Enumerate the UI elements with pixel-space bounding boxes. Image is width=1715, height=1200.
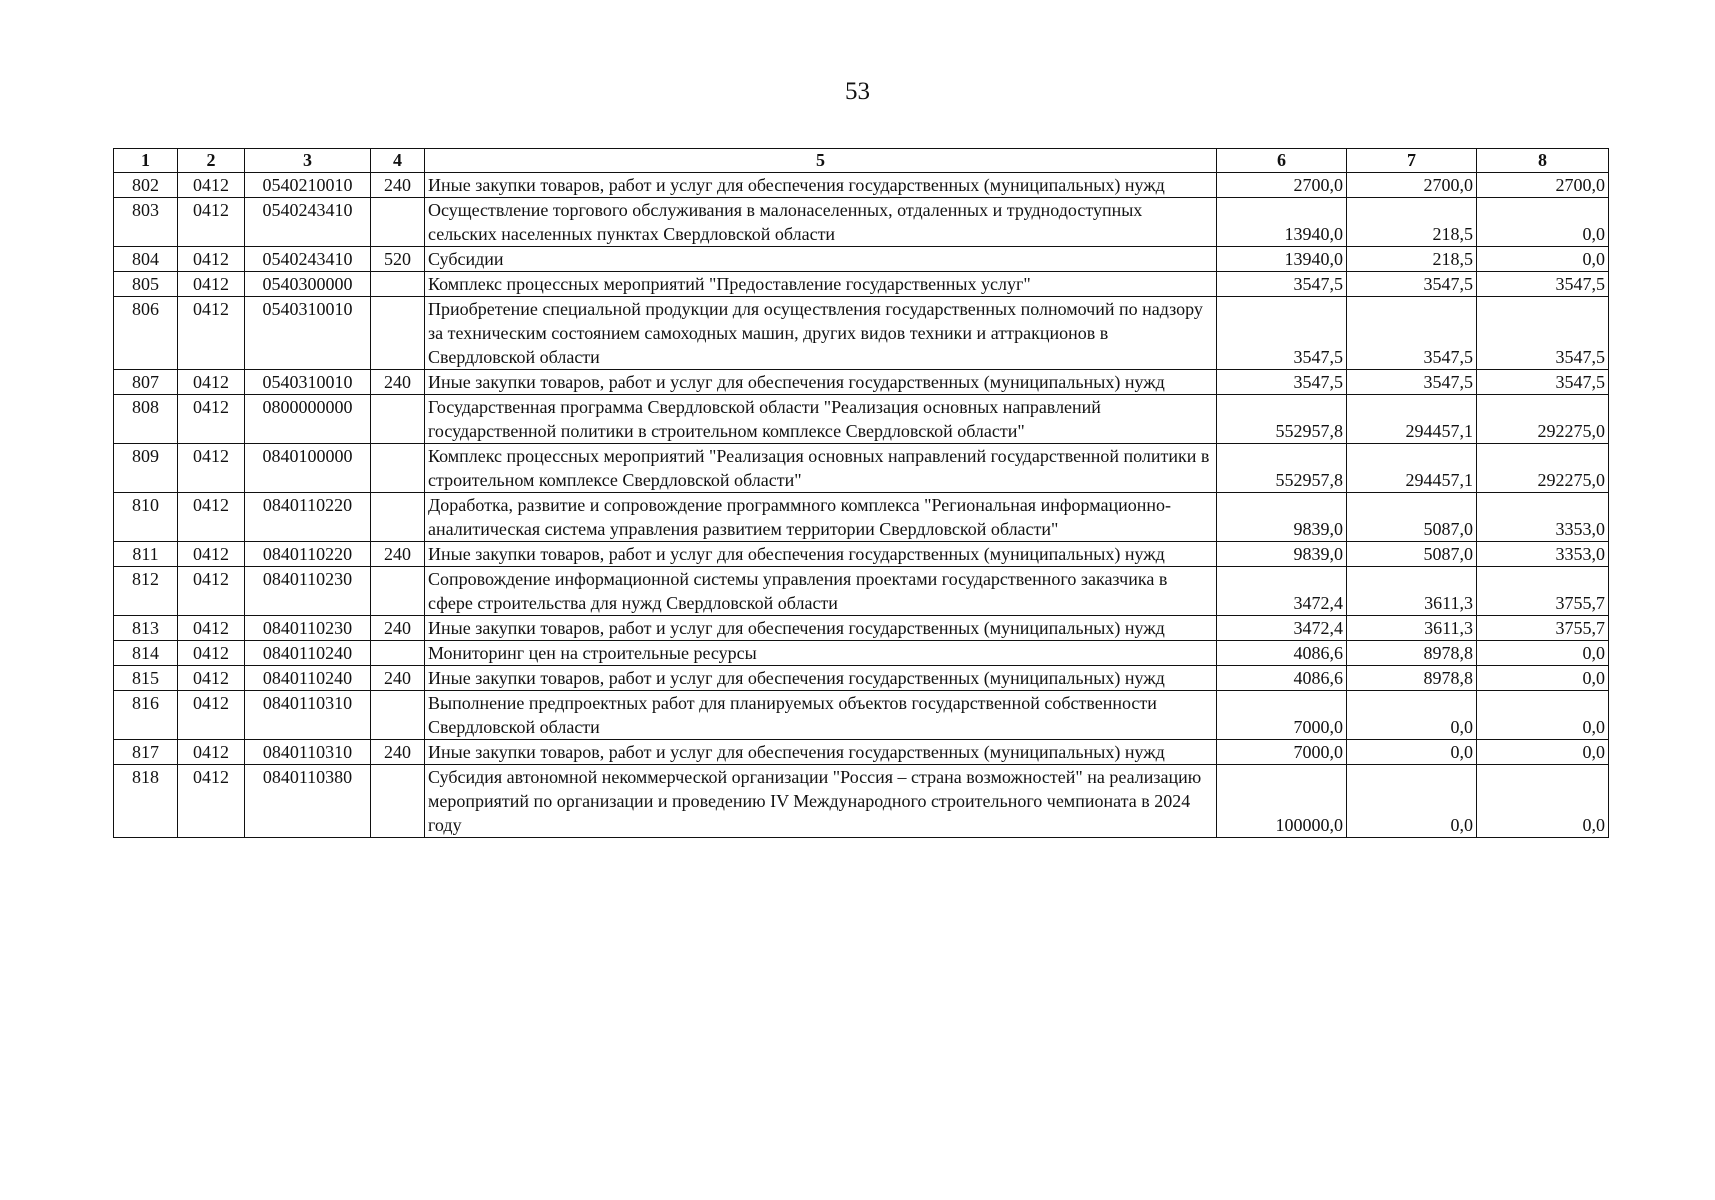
header-col-7: 7 (1347, 149, 1477, 173)
header-col-1: 1 (114, 149, 178, 173)
header-col-8: 8 (1477, 149, 1609, 173)
table-row (114, 444, 1609, 493)
table-row (114, 641, 1609, 666)
section-code-cell: 0412 (178, 297, 245, 370)
amount-year-3-cell: 3755,7 (1477, 616, 1609, 641)
expense-type-cell (371, 691, 425, 740)
section-code-cell: 0412 (178, 272, 245, 297)
expense-type-cell (371, 395, 425, 444)
amount-year-3-cell: 0,0 (1477, 765, 1609, 838)
table-row (114, 297, 1609, 370)
expense-type-cell (371, 493, 425, 542)
amount-year-1-cell: 9839,0 (1217, 542, 1347, 567)
table-row (114, 740, 1609, 765)
target-article-cell: 0840110380 (245, 765, 371, 838)
amount-year-2-cell: 5087,0 (1347, 542, 1477, 567)
description-cell: Приобретение специальной продукции для осуществления государственных полномочий по надзору за техническим состоянием самоходных машин, других видов техники и аттракционов в Свердловской области (425, 297, 1217, 370)
target-article-cell: 0840110230 (245, 616, 371, 641)
amount-year-1-cell: 552957,8 (1217, 444, 1347, 493)
amount-year-2-cell: 0,0 (1347, 691, 1477, 740)
section-code-cell: 0412 (178, 616, 245, 641)
amount-year-3-cell: 0,0 (1477, 666, 1609, 691)
section-code-cell: 0412 (178, 666, 245, 691)
row-number-cell: 810 (114, 493, 178, 542)
target-article-cell: 0800000000 (245, 395, 371, 444)
row-number-cell: 806 (114, 297, 178, 370)
section-code-cell: 0412 (178, 173, 245, 198)
section-code-cell: 0412 (178, 370, 245, 395)
amount-year-3-cell: 0,0 (1477, 740, 1609, 765)
description-cell: Иные закупки товаров, работ и услуг для обеспечения государственных (муниципальных) нужд (425, 616, 1217, 641)
section-code-cell: 0412 (178, 247, 245, 272)
description-cell: Субсидия автономной некоммерческой организации "Россия – страна возможностей" на реализацию мероприятий по организации и проведению IV Международного строительного чемпионата в 2024 году (425, 765, 1217, 838)
section-code-cell: 0412 (178, 567, 245, 616)
target-article-cell: 0540300000 (245, 272, 371, 297)
target-article-cell: 0840100000 (245, 444, 371, 493)
row-number-cell: 809 (114, 444, 178, 493)
amount-year-1-cell: 3472,4 (1217, 616, 1347, 641)
row-number-cell: 811 (114, 542, 178, 567)
description-cell: Выполнение предпроектных работ для планируемых объектов государственной собственности Свердловской области (425, 691, 1217, 740)
table-row (114, 198, 1609, 247)
row-number-cell: 802 (114, 173, 178, 198)
expense-type-cell (371, 567, 425, 616)
amount-year-2-cell: 3611,3 (1347, 567, 1477, 616)
table-row (114, 691, 1609, 740)
amount-year-2-cell: 3547,5 (1347, 297, 1477, 370)
page-number: 53 (845, 78, 870, 105)
amount-year-3-cell: 0,0 (1477, 691, 1609, 740)
amount-year-1-cell: 13940,0 (1217, 247, 1347, 272)
budget-table-container (113, 148, 1608, 838)
expense-type-cell (371, 198, 425, 247)
description-cell: Иные закупки товаров, работ и услуг для обеспечения государственных (муниципальных) нужд (425, 173, 1217, 198)
header-col-6: 6 (1217, 149, 1347, 173)
description-cell: Иные закупки товаров, работ и услуг для обеспечения государственных (муниципальных) нужд (425, 542, 1217, 567)
row-number-cell: 818 (114, 765, 178, 838)
table-row (114, 173, 1609, 198)
amount-year-2-cell: 3547,5 (1347, 272, 1477, 297)
amount-year-2-cell: 0,0 (1347, 740, 1477, 765)
table-row (114, 666, 1609, 691)
expense-type-cell: 240 (371, 740, 425, 765)
target-article-cell: 0840110220 (245, 493, 371, 542)
header-col-5: 5 (425, 149, 1217, 173)
target-article-cell: 0840110310 (245, 691, 371, 740)
amount-year-2-cell: 218,5 (1347, 198, 1477, 247)
description-cell: Субсидии (425, 247, 1217, 272)
amount-year-2-cell: 2700,0 (1347, 173, 1477, 198)
target-article-cell: 0840110310 (245, 740, 371, 765)
row-number-cell: 815 (114, 666, 178, 691)
amount-year-1-cell: 2700,0 (1217, 173, 1347, 198)
expense-type-cell: 240 (371, 616, 425, 641)
description-cell: Доработка, развитие и сопровождение программного комплекса "Региональная информационно-аналитическая система управления развитием территории Свердловской области" (425, 493, 1217, 542)
amount-year-2-cell: 5087,0 (1347, 493, 1477, 542)
header-col-4: 4 (371, 149, 425, 173)
target-article-cell: 0840110230 (245, 567, 371, 616)
table-row (114, 395, 1609, 444)
amount-year-3-cell: 3547,5 (1477, 297, 1609, 370)
section-code-cell: 0412 (178, 542, 245, 567)
target-article-cell: 0540243410 (245, 198, 371, 247)
amount-year-2-cell: 8978,8 (1347, 641, 1477, 666)
section-code-cell: 0412 (178, 395, 245, 444)
amount-year-3-cell: 3353,0 (1477, 493, 1609, 542)
amount-year-2-cell: 8978,8 (1347, 666, 1477, 691)
header-col-2: 2 (178, 149, 245, 173)
description-cell: Сопровождение информационной системы управления проектами государственного заказчика в сфере строительства для нужд Свердловской области (425, 567, 1217, 616)
amount-year-3-cell: 0,0 (1477, 198, 1609, 247)
table-row (114, 542, 1609, 567)
section-code-cell: 0412 (178, 691, 245, 740)
expense-type-cell (371, 272, 425, 297)
target-article-cell: 0840110240 (245, 666, 371, 691)
row-number-cell: 812 (114, 567, 178, 616)
expense-type-cell (371, 444, 425, 493)
row-number-cell: 814 (114, 641, 178, 666)
row-number-cell: 817 (114, 740, 178, 765)
table-row (114, 247, 1609, 272)
amount-year-1-cell: 3472,4 (1217, 567, 1347, 616)
row-number-cell: 813 (114, 616, 178, 641)
amount-year-3-cell: 3547,5 (1477, 370, 1609, 395)
amount-year-1-cell: 552957,8 (1217, 395, 1347, 444)
target-article-cell: 0840110220 (245, 542, 371, 567)
expense-type-cell (371, 297, 425, 370)
description-cell: Иные закупки товаров, работ и услуг для обеспечения государственных (муниципальных) нужд (425, 740, 1217, 765)
section-code-cell: 0412 (178, 765, 245, 838)
row-number-cell: 807 (114, 370, 178, 395)
description-cell: Комплекс процессных мероприятий "Реализация основных направлений государственной политики в строительном комплексе Свердловской области" (425, 444, 1217, 493)
amount-year-3-cell: 292275,0 (1477, 395, 1609, 444)
table-header (114, 149, 1609, 173)
description-cell: Осуществление торгового обслуживания в малонаселенных, отдаленных и труднодоступных сельских населенных пунктах Свердловской области (425, 198, 1217, 247)
target-article-cell: 0540310010 (245, 370, 371, 395)
description-cell: Комплекс процессных мероприятий "Предоставление государственных услуг" (425, 272, 1217, 297)
header-col-3: 3 (245, 149, 371, 173)
description-cell: Иные закупки товаров, работ и услуг для обеспечения государственных (муниципальных) нужд (425, 370, 1217, 395)
amount-year-3-cell: 3755,7 (1477, 567, 1609, 616)
section-code-cell: 0412 (178, 641, 245, 666)
section-code-cell: 0412 (178, 444, 245, 493)
amount-year-1-cell: 4086,6 (1217, 666, 1347, 691)
table-row (114, 272, 1609, 297)
row-number-cell: 816 (114, 691, 178, 740)
description-cell: Государственная программа Свердловской области "Реализация основных направлений государственной политики в строительном комплексе Свердловской области" (425, 395, 1217, 444)
target-article-cell: 0540310010 (245, 297, 371, 370)
amount-year-3-cell: 3353,0 (1477, 542, 1609, 567)
table-row (114, 370, 1609, 395)
expense-type-cell (371, 765, 425, 838)
expense-type-cell: 240 (371, 370, 425, 395)
row-number-cell: 805 (114, 272, 178, 297)
expense-type-cell: 520 (371, 247, 425, 272)
table-row (114, 567, 1609, 616)
row-number-cell: 803 (114, 198, 178, 247)
target-article-cell: 0840110240 (245, 641, 371, 666)
amount-year-1-cell: 100000,0 (1217, 765, 1347, 838)
target-article-cell: 0540210010 (245, 173, 371, 198)
amount-year-3-cell: 3547,5 (1477, 272, 1609, 297)
amount-year-3-cell: 2700,0 (1477, 173, 1609, 198)
expense-type-cell: 240 (371, 173, 425, 198)
expense-type-cell: 240 (371, 542, 425, 567)
target-article-cell: 0540243410 (245, 247, 371, 272)
table-body (114, 173, 1609, 838)
amount-year-2-cell: 3547,5 (1347, 370, 1477, 395)
amount-year-1-cell: 3547,5 (1217, 272, 1347, 297)
amount-year-2-cell: 218,5 (1347, 247, 1477, 272)
amount-year-2-cell: 294457,1 (1347, 444, 1477, 493)
section-code-cell: 0412 (178, 198, 245, 247)
row-number-cell: 808 (114, 395, 178, 444)
budget-table (113, 148, 1609, 838)
description-cell: Иные закупки товаров, работ и услуг для обеспечения государственных (муниципальных) нужд (425, 666, 1217, 691)
table-row (114, 616, 1609, 641)
amount-year-3-cell: 0,0 (1477, 641, 1609, 666)
amount-year-1-cell: 9839,0 (1217, 493, 1347, 542)
amount-year-3-cell: 292275,0 (1477, 444, 1609, 493)
header-row (114, 149, 1609, 173)
section-code-cell: 0412 (178, 493, 245, 542)
amount-year-3-cell: 0,0 (1477, 247, 1609, 272)
amount-year-2-cell: 3611,3 (1347, 616, 1477, 641)
expense-type-cell: 240 (371, 666, 425, 691)
amount-year-1-cell: 7000,0 (1217, 691, 1347, 740)
amount-year-1-cell: 13940,0 (1217, 198, 1347, 247)
expense-type-cell (371, 641, 425, 666)
amount-year-1-cell: 4086,6 (1217, 641, 1347, 666)
amount-year-1-cell: 3547,5 (1217, 297, 1347, 370)
amount-year-2-cell: 0,0 (1347, 765, 1477, 838)
amount-year-2-cell: 294457,1 (1347, 395, 1477, 444)
amount-year-1-cell: 7000,0 (1217, 740, 1347, 765)
amount-year-1-cell: 3547,5 (1217, 370, 1347, 395)
table-row (114, 493, 1609, 542)
row-number-cell: 804 (114, 247, 178, 272)
table-row (114, 765, 1609, 838)
section-code-cell: 0412 (178, 740, 245, 765)
description-cell: Мониторинг цен на строительные ресурсы (425, 641, 1217, 666)
